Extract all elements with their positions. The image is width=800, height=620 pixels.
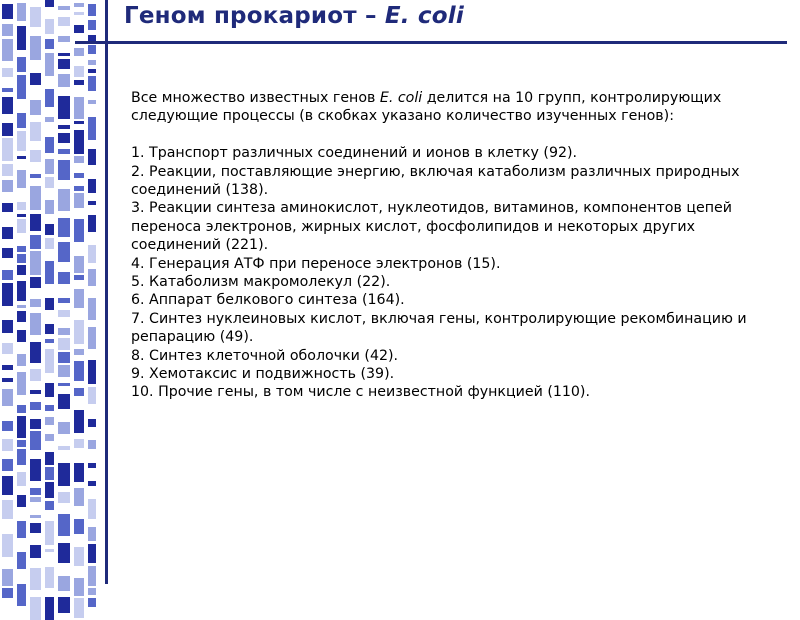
gel-band (45, 405, 54, 411)
list-item: 8. Синтез клеточной оболочки (42). (131, 347, 399, 364)
gel-band (88, 419, 96, 427)
gel-band (30, 174, 41, 178)
gel-band (88, 360, 96, 384)
gel-band (2, 320, 13, 333)
gel-band (17, 219, 26, 233)
gel-band (74, 66, 84, 77)
gel-lane (88, 0, 96, 600)
gel-band (17, 246, 26, 252)
gel-band (17, 354, 26, 366)
gel-band (74, 193, 84, 208)
gel-band (74, 519, 84, 534)
gel-band (30, 497, 41, 502)
gel-band (17, 75, 26, 99)
gel-band (30, 459, 41, 481)
gel-band (2, 569, 13, 586)
gel-band (45, 298, 54, 310)
gel-band (30, 568, 41, 590)
gel-band (58, 310, 70, 317)
gel-band (30, 419, 41, 429)
vertical-divider (105, 0, 108, 584)
gel-band (2, 459, 13, 471)
gel-band (74, 80, 84, 85)
gel-band (58, 59, 70, 69)
gel-band (2, 88, 13, 92)
list-item: 9. Хемотаксис и подвижность (39). (131, 366, 395, 383)
gel-band (58, 96, 70, 119)
gel-band (17, 156, 26, 159)
gel-band (17, 170, 26, 188)
gel-electrophoresis-strip (0, 0, 100, 600)
gel-band (58, 53, 70, 56)
gel-band (17, 330, 26, 342)
gel-band (74, 463, 84, 482)
gel-band (88, 499, 96, 519)
gel-band (58, 492, 70, 503)
gel-band (88, 69, 96, 73)
gel-band (30, 342, 41, 363)
gel-band (30, 369, 41, 381)
gel-band (2, 270, 13, 280)
gel-band (58, 352, 70, 363)
gel-band (74, 547, 84, 566)
gel-band (88, 481, 96, 486)
gel-band (58, 272, 70, 284)
title-underline (75, 41, 787, 44)
gel-band (2, 378, 13, 382)
gel-band (88, 4, 96, 16)
slide-body (131, 89, 771, 402)
gel-band (74, 289, 84, 308)
gel-band (58, 463, 70, 486)
gel-band (58, 17, 70, 26)
gel-band (58, 125, 70, 129)
gel-band (17, 449, 26, 465)
gel-band (45, 238, 54, 249)
gel-band (88, 201, 96, 205)
list-item: 7. Синтез нуклеиновых кислот, включая гены, контролирующие рекомбинацию и репарацию (49). (131, 310, 747, 346)
gel-band (74, 173, 84, 178)
gel-band (17, 372, 26, 395)
gel-band (58, 6, 70, 10)
gel-band (74, 48, 84, 56)
gel-band (74, 578, 84, 596)
gel-band (30, 186, 41, 210)
gel-band (88, 327, 96, 349)
gel-band (58, 149, 70, 154)
gel-band (88, 588, 96, 595)
gel-band (2, 180, 13, 192)
gel-band (2, 39, 13, 61)
gel-band (58, 133, 70, 143)
gel-band (58, 446, 70, 450)
list-item: 5. Катаболизм макромолекул (22). (131, 274, 391, 291)
gel-band (88, 598, 96, 607)
gel-band (17, 265, 26, 275)
gel-band (74, 439, 84, 448)
gel-band (74, 256, 84, 273)
gel-band (30, 431, 41, 450)
gel-band (17, 440, 26, 447)
gel-band (2, 97, 13, 114)
gel-band (2, 138, 13, 161)
gel-band (74, 488, 84, 506)
gel-band (45, 434, 54, 441)
gel-band (88, 215, 96, 232)
gel-band (58, 394, 70, 409)
gel-lane (2, 0, 13, 600)
gel-band (88, 20, 96, 30)
gel-band (58, 597, 70, 613)
gel-band (17, 416, 26, 438)
gel-band (45, 417, 54, 425)
gel-band (58, 514, 70, 536)
list-item: 2. Реакции, поставляющие энергию, включая катаболизм различных природных соединений (138). (131, 163, 740, 199)
gel-band (74, 219, 84, 242)
gel-band (2, 500, 13, 519)
gel-band (88, 117, 96, 140)
gel-band (17, 254, 26, 263)
gel-band (45, 137, 54, 153)
gel-band (2, 343, 13, 354)
gel-band (88, 76, 96, 91)
gel-band (74, 388, 84, 396)
gel-band (58, 298, 70, 303)
gel-band (2, 588, 13, 598)
gel-band (58, 422, 70, 434)
gel-band (30, 390, 41, 394)
gel-band (17, 113, 26, 128)
gel-band (88, 269, 96, 286)
gel-band (45, 467, 54, 480)
gel-band (74, 12, 84, 15)
gel-band (17, 202, 26, 210)
gel-band (17, 584, 26, 606)
title-main: Геном прокариот – (124, 3, 385, 29)
list-item: 1. Транспорт различных соединений и ионов в клетку (92). (131, 145, 578, 162)
gel-band (45, 177, 54, 188)
gel-band (45, 261, 54, 284)
gel-band (2, 365, 13, 370)
gel-band (17, 305, 26, 308)
gel-band (30, 100, 41, 115)
gel-band (30, 122, 41, 141)
gel-lane (58, 0, 70, 600)
gel-band (45, 324, 54, 334)
gel-band (45, 339, 54, 343)
gel-lane (30, 0, 41, 600)
gel-band (30, 545, 41, 558)
gel-band (45, 39, 54, 49)
gel-band (17, 311, 26, 322)
list-item: 3. Реакции синтеза аминокислот, нуклеотидов, витаминов, компонентов цепей переноса электронов, жирных кислот, фосфолипидов и некоторых других соединений (221). (131, 200, 732, 254)
gel-band (58, 74, 70, 87)
gel-band (45, 0, 54, 7)
gel-band (58, 160, 70, 180)
title-species: E. coli (384, 3, 464, 29)
slide-title (124, 3, 464, 29)
gel-band (30, 235, 41, 249)
gel-band (45, 200, 54, 214)
gel-band (2, 248, 13, 258)
intro-before: Все множество известных генов (131, 90, 380, 106)
gel-band (30, 488, 41, 495)
gel-band (58, 338, 70, 350)
gel-band (30, 251, 41, 275)
gel-band (45, 117, 54, 122)
gel-band (30, 515, 41, 518)
gel-band (88, 149, 96, 165)
gel-band (58, 218, 70, 237)
gel-band (17, 405, 26, 413)
gel-band (88, 245, 96, 263)
gel-band (45, 452, 54, 465)
gel-band (74, 275, 84, 280)
gel-band (17, 472, 26, 486)
gel-band (74, 361, 84, 381)
gel-lane (45, 0, 54, 600)
gel-band (45, 224, 54, 235)
gel-band (74, 130, 84, 154)
gel-band (88, 463, 96, 468)
gel-band (74, 349, 84, 355)
gel-band (2, 389, 13, 406)
gel-band (74, 97, 84, 119)
gel-band (30, 277, 41, 288)
gel-band (88, 298, 96, 320)
gel-band (17, 57, 26, 72)
gel-band (45, 159, 54, 174)
gel-band (58, 576, 70, 591)
gel-band (88, 527, 96, 541)
gel-band (45, 482, 54, 498)
gel-band (30, 523, 41, 533)
gel-band (45, 349, 54, 373)
intro-after: делится на 10 групп, контролирующих следующие процессы (в скобках указано количество изученных генов): (131, 90, 722, 125)
gel-band (88, 179, 96, 193)
gel-band (58, 365, 70, 377)
gel-band (74, 156, 84, 163)
gel-band (74, 598, 84, 618)
list-item: 6. Аппарат белкового синтеза (164). (131, 292, 405, 309)
gel-band (58, 328, 70, 335)
gel-band (88, 440, 96, 449)
gel-band (45, 89, 54, 107)
gel-band (45, 567, 54, 588)
gel-band (17, 3, 26, 21)
gel-band (2, 24, 13, 36)
gel-band (2, 476, 13, 495)
gel-band (2, 227, 13, 239)
intro-species: E. coli (379, 90, 423, 106)
gel-band (74, 186, 84, 191)
gel-lane (17, 0, 26, 600)
gel-band (30, 214, 41, 231)
gel-band (74, 3, 84, 7)
gel-band (74, 121, 84, 124)
gel-band (58, 36, 70, 42)
gel-lane (74, 0, 84, 600)
gel-band (45, 501, 54, 510)
list-item: 4. Генерация АТФ при переносе электронов (15). (131, 255, 501, 272)
gel-band (30, 299, 41, 307)
gel-band (30, 73, 41, 85)
gel-band (45, 383, 54, 397)
gel-band (30, 597, 41, 620)
gene-group-list (131, 144, 771, 402)
gel-band (2, 421, 13, 431)
gel-band (17, 281, 26, 301)
gel-band (2, 123, 13, 136)
gel-band (58, 383, 70, 386)
gel-band (74, 320, 84, 344)
gel-band (45, 549, 54, 552)
gel-band (74, 410, 84, 433)
gel-band (30, 7, 41, 27)
gel-band (2, 203, 13, 212)
gel-band (88, 387, 96, 404)
gel-band (2, 283, 13, 306)
gel-band (88, 60, 96, 65)
gel-band (88, 100, 96, 104)
gel-band (2, 534, 13, 557)
gel-band (45, 597, 54, 620)
list-item: 10. Прочие гены, в том числе с неизвестной функцией (110). (131, 384, 590, 401)
gel-band (30, 402, 41, 410)
gel-band (45, 53, 54, 76)
gel-band (45, 19, 54, 34)
gel-band (2, 68, 13, 77)
gel-band (2, 439, 13, 451)
gel-band (17, 214, 26, 217)
gel-band (30, 36, 41, 60)
gel-band (17, 521, 26, 538)
gel-band (17, 552, 26, 569)
gel-band (58, 543, 70, 563)
gel-band (30, 150, 41, 162)
gel-band (58, 242, 70, 262)
gel-band (30, 313, 41, 335)
gel-band (2, 4, 13, 19)
gel-band (74, 25, 84, 33)
gel-band (45, 521, 54, 545)
gel-band (58, 189, 70, 211)
gel-band (2, 164, 13, 176)
gel-band (17, 495, 26, 507)
gel-band (17, 131, 26, 151)
gel-band (17, 26, 26, 50)
gel-band (88, 544, 96, 563)
gel-band (88, 566, 96, 586)
intro-paragraph (131, 89, 771, 126)
gel-band (88, 45, 96, 54)
